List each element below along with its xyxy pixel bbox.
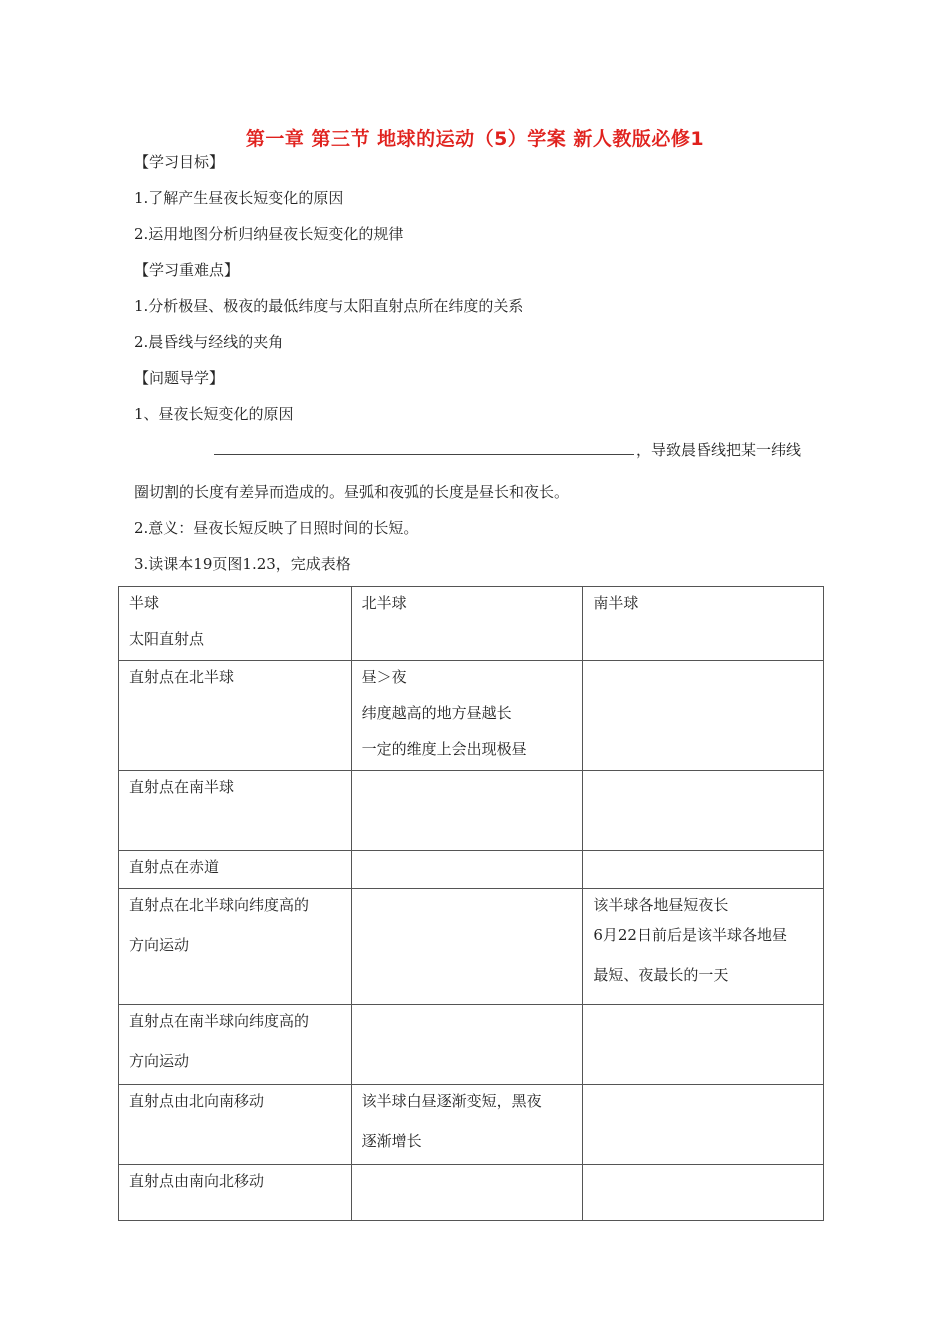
row-7-c2[interactable]: [351, 1165, 583, 1221]
guide-header: 【问题导学】: [134, 369, 225, 387]
table-row: [119, 851, 824, 889]
table-header-row: [119, 587, 824, 661]
row-2-c3[interactable]: [583, 771, 824, 851]
table-row: [119, 661, 824, 771]
table-row: [119, 1085, 824, 1165]
cell-text: 直射点在南半球: [129, 778, 235, 796]
cell-text: 该半球白昼逐渐变短，黑夜: [361, 1092, 542, 1110]
row-1-c1[interactable]: [119, 661, 352, 771]
cell-text: 昼＞夜: [361, 668, 407, 686]
keypoint-1: 1.分析极昼、极夜的最低纬度与太阳直射点所在纬度的关系: [134, 297, 524, 315]
question-1: 1、昼夜长短变化的原因: [134, 405, 294, 423]
table-row: [119, 889, 824, 1005]
cell-text: 一定的维度上会出现极昼: [361, 740, 527, 758]
cell-text: 方向运动: [129, 936, 190, 954]
question-2: 2.意义：昼夜长短反映了日照时间的长短。: [134, 519, 419, 537]
header-cell-south: [583, 587, 824, 661]
row-7-c1[interactable]: [119, 1165, 352, 1221]
header-hemisphere-label: 半球: [129, 594, 160, 612]
cell-text: 纬度越高的地方昼越长: [361, 704, 512, 722]
row-6-c3[interactable]: [583, 1085, 824, 1165]
question-1-continued: 圈切割的长度有差异而造成的。昼弧和夜弧的长度是昼长和夜长。: [134, 483, 570, 501]
row-5-c1[interactable]: [119, 1005, 352, 1085]
cell-text: 直射点在赤道: [129, 858, 220, 876]
fill-blank[interactable]: [214, 440, 634, 455]
cell-text: 直射点由北向南移动: [129, 1092, 265, 1110]
cell-text: 直射点在北半球: [129, 668, 235, 686]
row-4-c2[interactable]: [351, 889, 583, 1005]
page-title: 第一章 第三节 地球的运动（5）学案 新人教版必修1: [245, 128, 705, 150]
header-subsolar-label: 太阳直射点: [129, 630, 205, 648]
goal-1: 1.了解产生昼夜长短变化的原因: [134, 189, 344, 207]
row-1-c3[interactable]: [583, 661, 824, 771]
row-3-c2[interactable]: [351, 851, 583, 889]
cell-text: 直射点由南向北移动: [129, 1172, 265, 1190]
row-3-c3[interactable]: [583, 851, 824, 889]
question-3: 3.读课本19页图1.23，完成表格: [134, 555, 351, 573]
header-cell-north: [351, 587, 583, 661]
row-7-c3[interactable]: [583, 1165, 824, 1221]
cell-text: 直射点在北半球向纬度高的: [129, 896, 310, 914]
row-3-c1[interactable]: [119, 851, 352, 889]
question-1-blank-line: [214, 440, 801, 460]
row-4-c3[interactable]: [583, 889, 824, 1005]
keypoint-2: 2.晨昏线与经线的夹角: [134, 333, 284, 351]
cell-text: 最短、夜最长的一天: [593, 966, 729, 984]
row-5-c3[interactable]: [583, 1005, 824, 1085]
keypoints-header: 【学习重难点】: [134, 261, 240, 279]
question-1-tail: ，导致晨昏线把某一纬线: [636, 441, 802, 459]
table-row: [119, 771, 824, 851]
table-row: [119, 1165, 824, 1221]
header-north-label: 北半球: [361, 594, 407, 612]
row-2-c2[interactable]: [351, 771, 583, 851]
cell-text: 直射点在南半球向纬度高的: [129, 1012, 310, 1030]
row-6-c2[interactable]: [351, 1085, 583, 1165]
cell-text: 该半球各地昼短夜长: [593, 896, 729, 914]
row-4-c1[interactable]: [119, 889, 352, 1005]
row-1-c2[interactable]: [351, 661, 583, 771]
cell-text: 逐渐增长: [361, 1132, 422, 1150]
header-cell-hemisphere-sun: [119, 587, 352, 661]
table-row: [119, 1005, 824, 1085]
row-6-c1[interactable]: [119, 1085, 352, 1165]
row-2-c1[interactable]: [119, 771, 352, 851]
cell-text: 方向运动: [129, 1052, 190, 1070]
goal-2: 2.运用地图分析归纳昼夜长短变化的规律: [134, 225, 404, 243]
goals-header: 【学习目标】: [134, 153, 225, 171]
day-night-table: [118, 586, 824, 1221]
cell-text: 6月22日前后是该半球各地昼: [593, 926, 787, 944]
row-5-c2[interactable]: [351, 1005, 583, 1085]
header-south-label: 南半球: [593, 594, 639, 612]
